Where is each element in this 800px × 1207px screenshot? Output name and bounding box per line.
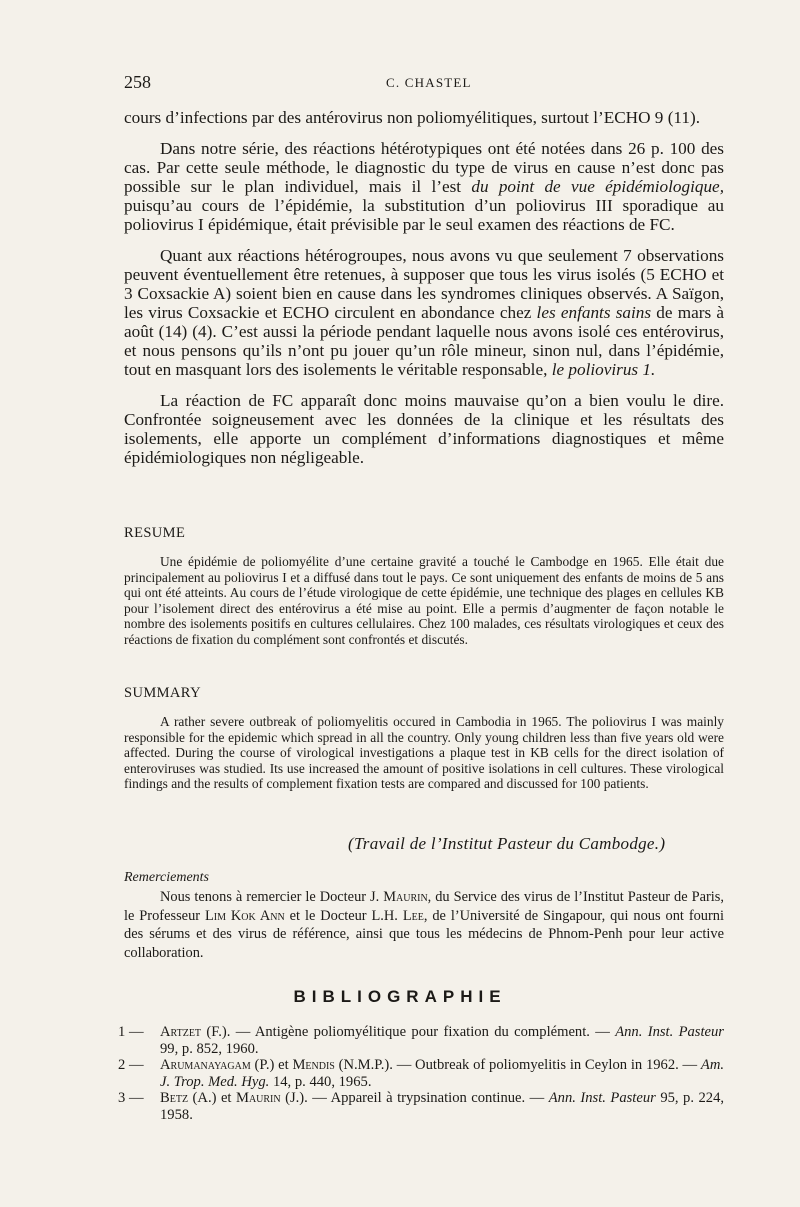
bibliography-title: BIBLIOGRAPHIE	[293, 987, 507, 1006]
resume-abstract: Une épidémie de poliomyélite d’une certaine gravité a touché le Cambodge en 1965. Elle était due principalement au poliovirus I et a diffusé dans tout le pays. Ce sont uniquement des enfants de moins de 5 ans qui ont été atteints. Au cours de l’étude virologique de cette épidémie, une technique des plages en cellules KB pour l’isolement direct des entérovirus a été mise au point. Elle a permis d’augmenter de façon notable le nombre des isolements positifs en cultures cellulaires. Chez 100 malades, ces résultats virologiques et ceux des réactions de fixation du complément sont confrontés et discutés.	[124, 554, 724, 647]
summary-abstract: A rather severe outbreak of poliomyelitis occured in Cambodia in 1965. The poliovirus I was mainly responsible for the epidemic which spread in all the country. Only young children less than five years old were affected. During the course of virological investigations a plaque test in KB cells for the direct isolation of enteroviruses was studied. Its use increased the amount of positive isolations in cell cultures. These virological findings and the results of complement fixation tests are compared and discussed for 100 patients.	[124, 714, 724, 792]
running-title: C. CHASTEL	[386, 75, 472, 90]
summary-heading: SUMMARY	[124, 685, 201, 701]
resume-heading: RESUME	[124, 525, 186, 541]
paragraph-2: Dans notre série, des réactions hétérotypiques ont été notées dans 26 p. 100 des cas. Par cette seule méthode, le diagnostic du type de virus en cause n’est donc pas possible sur le plan individuel, mais il l’est du point de vue épidémiologique, puisqu’au cours de l’épidémie, la substitution d’un poliovirus III sporadique au poliovirus I épidémique, était prévisible par le seul examen des réactions de FC.	[124, 139, 724, 234]
bibliography-list	[118, 1024, 724, 1123]
page-number: 258	[124, 72, 151, 92]
paragraph-4: La réaction de FC apparaît donc moins mauvaise qu’on a bien voulu le dire. Confrontée soigneusement avec les données de la clinique et les résultats des isolements, elle apporte un complément d’informations diagnostiques et même épidémiologiques non négligeable.	[124, 391, 724, 467]
reference-item: 2 — Arumanayagam (P.) et Mendis (N.M.P.). — Outbreak of poliomyelitis in Ceylon in 1962. — Am. J. Trop. Med. Hyg. 14, p. 440, 1965.	[118, 1057, 725, 1090]
institution-credit: (Travail de l’Institut Pasteur du Cambodge.)	[348, 834, 666, 853]
reference-item: 1 — Artzet (F.). — Antigène poliomyélitique pour fixation du complément. — Ann. Inst. Pasteur 99, p. 852, 1960.	[118, 1024, 724, 1057]
paragraph-1: cours d’infections par des antérovirus non poliomyélitiques, surtout l’ECHO 9 (11).	[124, 108, 700, 127]
acknowledgements-heading: Remerciements	[124, 870, 209, 885]
acknowledgements-text: Nous tenons à remercier le Docteur J. Maurin, du Service des virus de l’Institut Pasteur de Paris, le Professeur Lim Kok Ann et le Docteur L.H. Lee, de l’Université de Singapour, qui nous ont fourni des sérums et des virus de référence, ainsi que tous les médecins de Phnom-Penh pour leur active collaboration.	[124, 889, 724, 961]
body-text	[124, 108, 724, 467]
paragraph-3: Quant aux réactions hétérogroupes, nous avons vu que seulement 7 observations peuvent éventuellement être retenues, à supposer que tous les virus isolés (5 ECHO et 3 Coxsackie A) soient bien en cause dans les syndromes cliniques observés. A Saïgon, les virus Coxsackie et ECHO circulent en abondance chez les enfants sains de mars à août (14) (4). C’est aussi la période pendant laquelle nous avons isolé ces entérovirus, et nous pensons qu’ils n’ont pu jouer qu’un rôle mineur, sinon nul, dans l’épidémie, tout en masquant lors des isolements le véritable responsable, le poliovirus 1.	[124, 246, 724, 379]
reference-item: 3 — Betz (A.) et Maurin (J.). — Appareil à trypsination continue. — Ann. Inst. Pasteur 95, p. 224, 1958.	[118, 1090, 725, 1123]
page-header	[124, 70, 724, 96]
